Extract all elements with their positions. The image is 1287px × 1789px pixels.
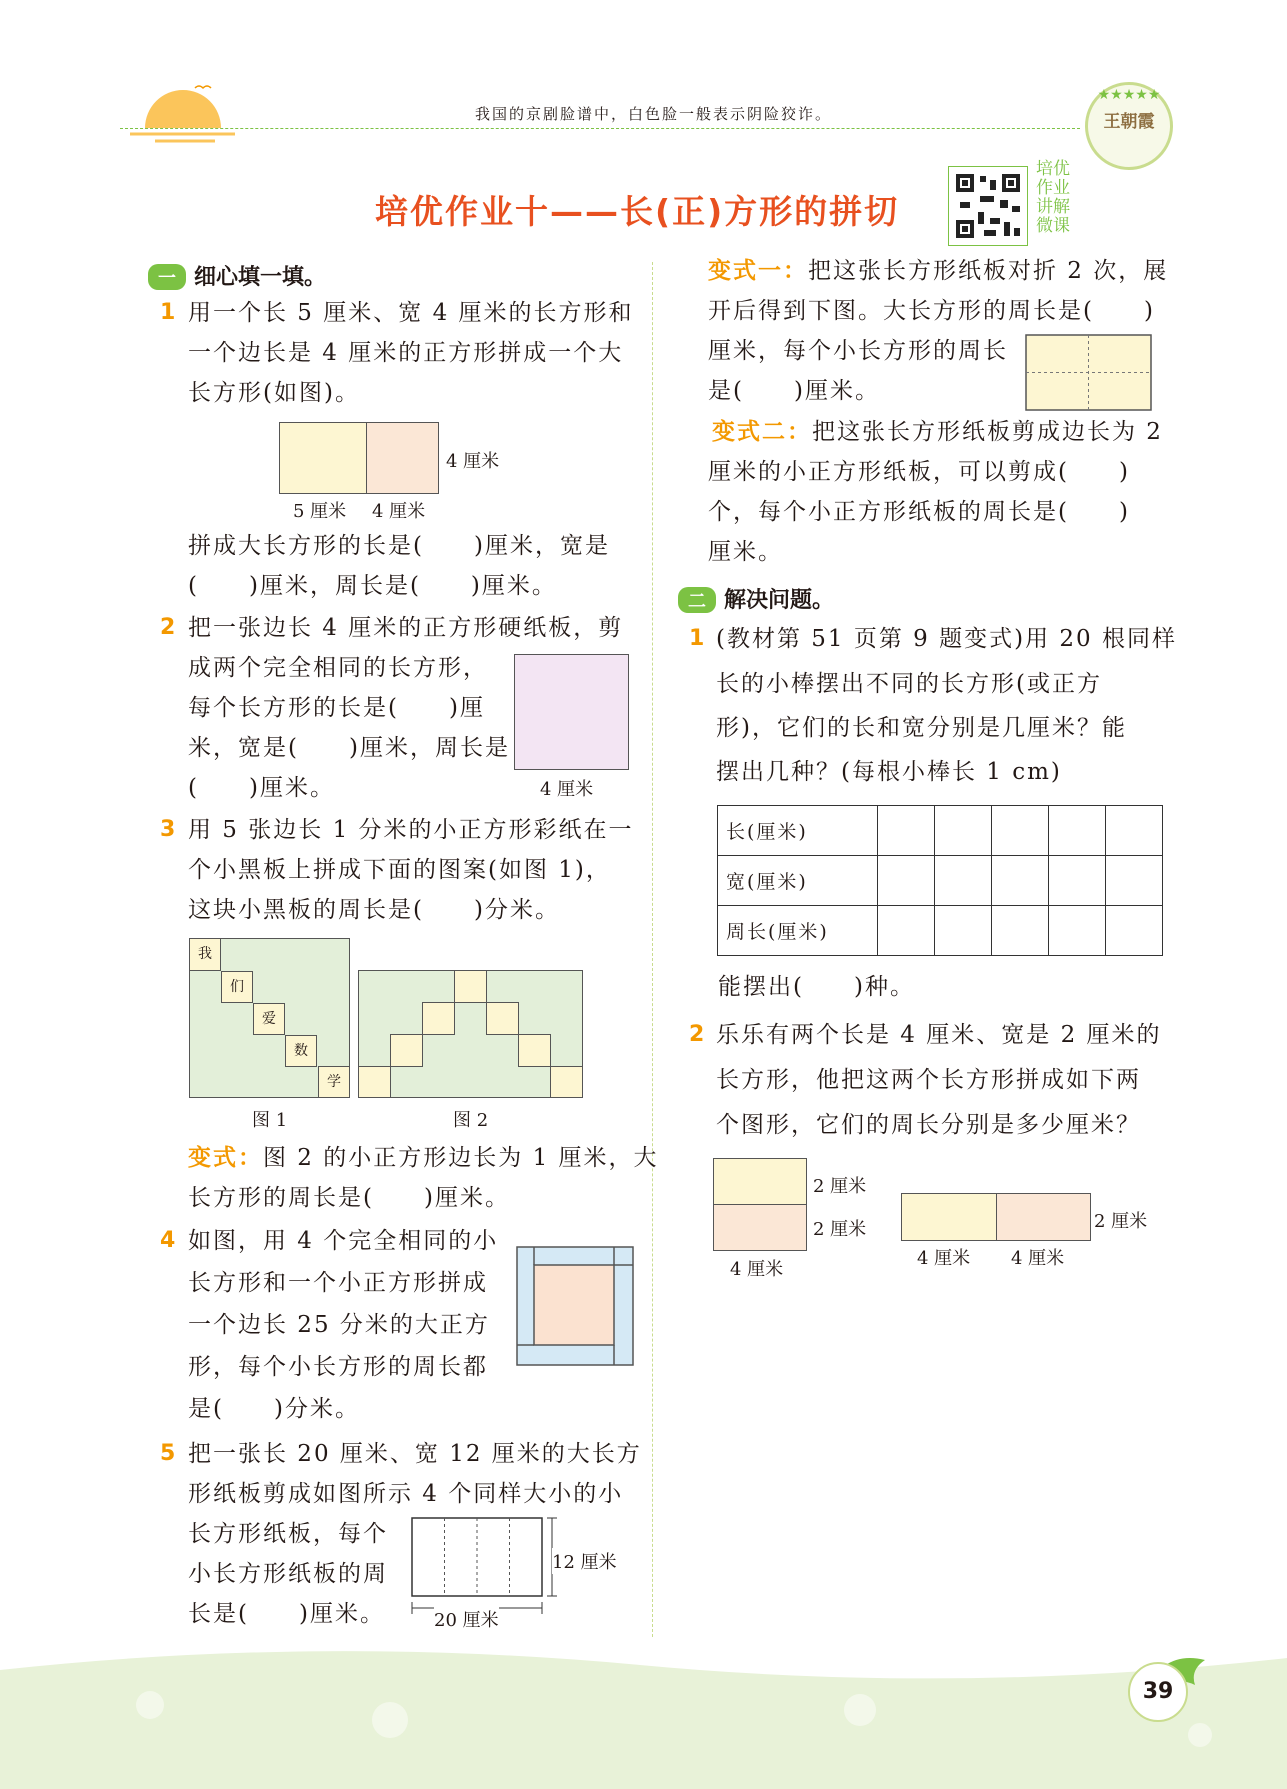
s2-q2-line: 乐乐有两个长是 4 厘米、宽是 2 厘米的	[716, 1022, 1162, 1048]
page-title: 培优作业十——长(正)方形的拼切	[375, 192, 900, 231]
table-cell[interactable]	[935, 856, 992, 906]
s2-q2-line: 个图形，它们的周长分别是多少厘米？	[716, 1112, 1141, 1138]
q3-fig2-square	[390, 1034, 423, 1067]
logo-text: 王朝霞	[1103, 112, 1155, 132]
table-cell[interactable]	[992, 906, 1049, 956]
table-cell[interactable]	[1106, 806, 1163, 856]
q2-line: ( )厘米。	[188, 775, 335, 801]
q5-line: 形纸板剪成如图所示 4 个同样大小的小	[188, 1481, 624, 1507]
footer-wave-decoration	[0, 1640, 1287, 1789]
q3-fig1-square	[253, 1003, 285, 1035]
s2-q2-fig-b-height: 2 厘米	[1094, 1211, 1148, 1232]
q1-square-4x4	[366, 422, 439, 494]
q4-line: 如图，用 4 个完全相同的小	[188, 1228, 499, 1254]
variant2-first-line	[712, 417, 1163, 447]
qr-code[interactable]	[948, 166, 1028, 246]
q5-line: 长是( )厘米。	[188, 1601, 385, 1627]
variant1-text: 把这张长方形纸板对折 2 次，展	[808, 258, 1169, 284]
variant2-text: 把这张长方形纸板剪成边长为 2	[812, 419, 1163, 445]
column-divider	[652, 262, 653, 1637]
q4-line: 形，每个小长方形的周长都	[188, 1354, 488, 1380]
s2-q2-fig-b-right	[996, 1193, 1091, 1241]
q3-fig2-square	[486, 1002, 519, 1035]
logo-badge: ★★★★★ 王朝霞	[1085, 82, 1173, 170]
table-cell[interactable]	[1049, 806, 1106, 856]
table-row-header: 宽(厘米)	[718, 856, 878, 906]
q2-square	[514, 654, 629, 770]
q3-char: 爱	[262, 1011, 276, 1027]
q3-fig1-square	[285, 1035, 317, 1067]
section2-heading	[678, 583, 834, 614]
page-number: 39	[1142, 1679, 1174, 1704]
section2-title: 解决问题。	[724, 588, 835, 613]
header-rule	[120, 128, 1080, 129]
s2-q2-fig-a-top	[713, 1158, 807, 1205]
q3-line: 个小黑板上拼成下面的图案(如图 1)，	[188, 857, 611, 883]
q2-fig-label: 4 厘米	[540, 779, 594, 800]
section1-title: 细心填一填。	[194, 265, 327, 290]
table-cell[interactable]	[992, 806, 1049, 856]
q3-variant-label: 变式：	[188, 1145, 263, 1171]
s2-q2-fig-b-width1: 4 厘米	[917, 1248, 971, 1269]
table-cell[interactable]	[935, 906, 992, 956]
s2-q1-line: 长的小棒摆出不同的长方形(或正方	[716, 671, 1102, 697]
section1-heading	[148, 260, 326, 291]
variant2-line: 个，每个小正方形纸板的周长是( )	[708, 499, 1130, 525]
section2-badge: 二	[678, 587, 716, 613]
q3-char: 我	[198, 946, 212, 962]
q3-line: 这块小黑板的周长是( )分米。	[188, 897, 560, 923]
q5-number: 5	[160, 1441, 176, 1466]
s2-q2-fig-a-h1: 2 厘米	[813, 1176, 867, 1197]
s2-q2-fig-a-bottom	[713, 1204, 807, 1251]
variant1-line: 开后得到下图。大长方形的周长是( )	[708, 298, 1155, 324]
q2-line: 米，宽是( )厘米，周长是	[188, 735, 510, 761]
s2-q1-number: 1	[689, 626, 705, 651]
variant2-line: 厘米的小正方形纸板，可以剪成( )	[708, 459, 1130, 485]
q1-fig-width2: 4 厘米	[372, 501, 426, 522]
variant2-label: 变式二：	[712, 419, 812, 445]
variant1-folded-figure	[1025, 334, 1153, 412]
table-cell[interactable]	[878, 856, 935, 906]
table-row	[718, 806, 1163, 856]
q4-line: 长方形和一个小正方形拼成	[188, 1270, 488, 1296]
sun-decoration	[125, 68, 240, 148]
variant1-label: 变式一：	[708, 258, 808, 284]
q5-fig-height: 12 厘米	[552, 1548, 617, 1574]
table-cell[interactable]	[878, 806, 935, 856]
table-cell[interactable]	[1106, 906, 1163, 956]
q5-fig-width: 20 厘米	[434, 1606, 499, 1632]
q5-line: 把一张长 20 厘米、宽 12 厘米的大长方	[188, 1441, 642, 1467]
q1-fig-width1: 5 厘米	[293, 501, 347, 522]
q4-line: 是( )分米。	[188, 1396, 360, 1422]
q3-fig2-caption: 图 2	[453, 1110, 489, 1131]
table-row-header: 周长(厘米)	[718, 906, 878, 956]
q3-char: 们	[230, 979, 244, 995]
q1-rect-5x4	[279, 422, 368, 494]
q5-line: 长方形纸板，每个	[188, 1521, 388, 1547]
q3-fig1-caption: 图 1	[252, 1110, 288, 1131]
q3-variant	[188, 1143, 659, 1173]
s2-q2-fig-a-h2: 2 厘米	[813, 1219, 867, 1240]
table-row	[718, 906, 1163, 956]
q1-line: 一个边长是 4 厘米的正方形拼成一个大	[188, 340, 624, 366]
q3-char: 数	[294, 1043, 308, 1059]
s2-q1-answer: 能摆出( )种。	[718, 974, 915, 1000]
q3-char: 学	[327, 1074, 341, 1090]
s2-q1-line: 摆出几种？(每根小棒长 1 cm)	[716, 759, 1062, 785]
s2-q1-table	[717, 805, 1163, 956]
s2-q2-fig-b-left	[901, 1193, 997, 1241]
table-cell[interactable]	[1049, 906, 1106, 956]
table-row	[718, 856, 1163, 906]
variant1-first-line	[708, 256, 1168, 286]
q2-number: 2	[160, 615, 176, 640]
q3-fig2-square	[550, 1066, 583, 1098]
q1-answer: 拼成大长方形的长是( )厘米，宽是	[188, 533, 610, 559]
s2-q2-line: 长方形，他把这两个长方形拼成如下两	[716, 1067, 1141, 1093]
s2-q1-line: 形)，它们的长和宽分别是几厘米？能	[716, 715, 1127, 741]
q1-line: 用一个长 5 厘米、宽 4 厘米的长方形和	[188, 300, 634, 326]
q3-fig1-square	[221, 971, 253, 1003]
table-cell[interactable]	[1106, 856, 1163, 906]
q2-line: 每个长方形的长是( )厘	[188, 695, 485, 721]
header-tagline: 我国的京剧脸谱中，白色脸一般表示阴险狡诈。	[475, 105, 833, 123]
q3-fig2-square	[422, 1002, 455, 1035]
q3-fig2-square	[454, 970, 487, 1003]
q2-line: 成两个完全相同的长方形，	[188, 655, 488, 681]
table-cell[interactable]	[992, 856, 1049, 906]
q4-line: 一个边长 25 分米的大正方	[188, 1312, 490, 1338]
s2-q1-line: (教材第 51 页第 9 题变式)用 20 根同样	[716, 626, 1177, 652]
table-cell[interactable]	[878, 906, 935, 956]
q4-number: 4	[160, 1228, 176, 1253]
q3-line: 用 5 张边长 1 分米的小正方形彩纸在一	[188, 817, 634, 843]
q3-fig2-square	[358, 1066, 391, 1098]
q5-line: 小长方形纸板的周	[188, 1561, 388, 1587]
variant1-line: 是( )厘米。	[708, 378, 880, 404]
q1-number: 1	[160, 300, 176, 325]
s2-q2-fig-a-width: 4 厘米	[730, 1259, 784, 1280]
q3-variant-line: 长方形的周长是( )厘米。	[188, 1185, 510, 1211]
variant2-line: 厘米。	[708, 539, 783, 565]
s2-q2-number: 2	[689, 1022, 705, 1047]
q1-answer: ( )厘米，周长是( )厘米。	[188, 573, 557, 599]
q2-line: 把一张边长 4 厘米的正方形硬纸板，剪	[188, 615, 624, 641]
q3-fig1-square	[189, 938, 221, 971]
s2-q2-fig-b-width2: 4 厘米	[1011, 1248, 1065, 1269]
q1-line: 长方形(如图)。	[188, 380, 360, 406]
q1-fig-height: 4 厘米	[446, 451, 500, 472]
q3-variant-text: 图 2 的小正方形边长为 1 厘米，大	[263, 1145, 659, 1171]
q4-pinwheel-figure	[516, 1246, 634, 1366]
table-row-header: 长(厘米)	[718, 806, 878, 856]
table-cell[interactable]	[1049, 856, 1106, 906]
table-cell[interactable]	[935, 806, 992, 856]
qr-label: 培优作业讲解微课	[1036, 159, 1070, 236]
q3-fig2-square	[518, 1034, 551, 1067]
variant1-line: 厘米，每个小长方形的周长	[708, 338, 1008, 364]
section1-badge: 一	[148, 264, 186, 290]
q3-fig1-square	[318, 1066, 350, 1098]
page-number-circle	[1128, 1662, 1188, 1722]
q3-number: 3	[160, 817, 176, 842]
